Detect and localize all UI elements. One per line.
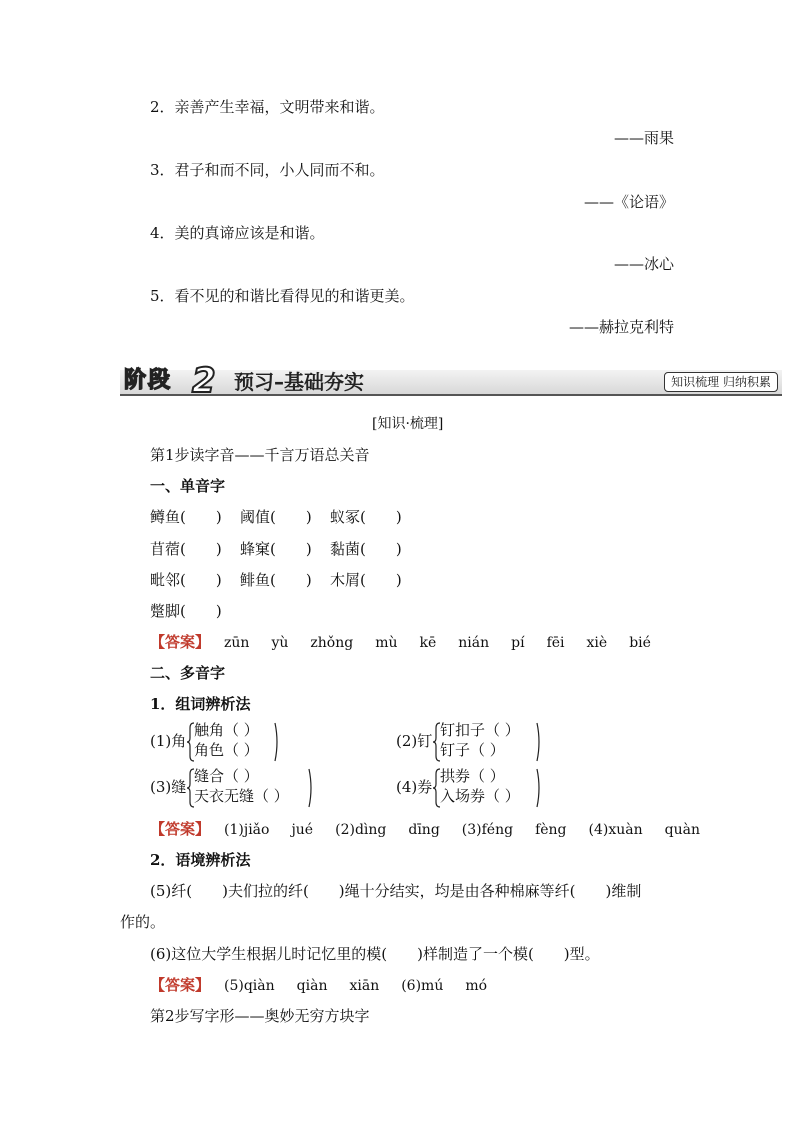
pinyin: (5)qiàn — [224, 978, 275, 994]
sentence-5-line-2: 作的。 — [120, 913, 166, 931]
vocab-item: 苜蓿( ) — [150, 540, 222, 558]
step1-heading: 第1步读字音——千言万语总关音 — [150, 446, 370, 464]
vocab-row-1 — [150, 506, 420, 527]
polyphone-group-4 — [396, 766, 616, 810]
quote-3-author: ——《论语》 — [583, 193, 674, 211]
vocab-row-2 — [150, 538, 420, 559]
right-paren-icon — [536, 722, 542, 762]
pinyin: mù — [375, 635, 398, 651]
vocab-item: 蜂窠( ) — [240, 540, 312, 558]
group-items — [440, 720, 520, 760]
right-paren-icon — [536, 768, 542, 808]
answer-line-2 — [150, 818, 722, 839]
vocab-row-3 — [150, 569, 420, 590]
polyphone-group-3 — [150, 766, 370, 810]
part2-sub1: 1．组词辨析法 — [150, 695, 251, 713]
pinyin: nián — [458, 635, 490, 651]
section-label: [知识·梳理] — [372, 416, 444, 432]
group-items — [440, 766, 520, 806]
answer-line-1 — [150, 631, 673, 652]
answer-label: 【答案】 — [150, 976, 211, 994]
polyphone-group-1 — [150, 720, 350, 764]
pinyin: (6)mú — [401, 978, 444, 994]
answer-line-3 — [150, 974, 509, 995]
group-label: (3)缝 — [150, 778, 187, 796]
polyphone-group-2 — [396, 720, 616, 764]
pinyin: fēi — [546, 635, 565, 651]
banner-stage: 阶段 — [124, 368, 173, 393]
group-item: 入场券（ ） — [440, 787, 520, 805]
group-item: 拱券（ ） — [440, 767, 505, 785]
step2-heading: 第2步写字形——奥妙无穷方块字 — [150, 1007, 370, 1025]
pinyin: mó — [465, 978, 488, 994]
vocab-item: 木屑( ) — [330, 571, 402, 589]
pinyin: fèng — [535, 822, 567, 838]
quote-2: 2．亲善产生幸福，文明带来和谐。 — [150, 98, 385, 116]
group-item: 触角（ ） — [194, 721, 259, 739]
right-paren-icon — [274, 722, 280, 762]
quote-5-author: ——赫拉克利特 — [568, 318, 674, 336]
pinyin: yù — [271, 635, 289, 651]
group-items — [194, 766, 289, 806]
right-paren-icon — [308, 768, 314, 808]
quote-3: 3．君子和而不同，小人同而不和。 — [150, 161, 385, 179]
pinyin: (4)xuàn — [588, 822, 643, 838]
vocab-item: 蚁冢( ) — [330, 508, 402, 526]
banner-title: 预习–基础夯实 — [234, 370, 364, 394]
vocab-item: 阈值( ) — [240, 508, 312, 526]
group-item: 缝合（ ） — [194, 767, 259, 785]
sentence-6: (6)这位大学生根据儿时记忆里的模( )样制造了一个模( )型。 — [150, 945, 600, 963]
pinyin: qiàn — [296, 978, 328, 994]
group-label: (2)钉 — [396, 732, 433, 750]
pinyin: (2)dìng — [335, 822, 387, 838]
group-item: 钉扣子（ ） — [440, 721, 520, 739]
part1-heading: 一、单音字 — [150, 477, 226, 495]
group-item: 钉子（ ） — [440, 741, 505, 759]
pinyin: (1)jiǎo — [224, 822, 270, 838]
pinyin: bié — [629, 635, 651, 651]
quote-4: 4．美的真谛应该是和谐。 — [150, 224, 325, 242]
quote-5: 5．看不见的和谐比看得见的和谐更美。 — [150, 287, 415, 305]
vocab-item: 毗邻( ) — [150, 571, 222, 589]
pinyin: xiān — [349, 978, 380, 994]
pinyin: quàn — [664, 822, 700, 838]
group-label: (4)券 — [396, 778, 433, 796]
pinyin: kē — [419, 635, 437, 651]
vocab-item: 黏菌( ) — [330, 540, 402, 558]
banner-number: 2 — [192, 361, 216, 401]
pinyin: jué — [291, 822, 314, 838]
group-item: 天衣无缝（ ） — [194, 787, 289, 805]
pinyin: dīng — [408, 822, 440, 838]
part2-sub2: 2．语境辨析法 — [150, 851, 251, 869]
vocab-item: 鳟鱼( ) — [150, 508, 222, 526]
pinyin: zūn — [224, 635, 250, 651]
quote-4-author: ——冰心 — [613, 255, 674, 273]
part2-heading: 二、多音字 — [150, 664, 226, 682]
banner-tag: 知识梳理 归纳积累 — [664, 372, 778, 392]
quote-2-author: ——雨果 — [613, 129, 674, 147]
group-item: 角色（ ） — [194, 741, 259, 759]
answer-label: 【答案】 — [150, 820, 211, 838]
vocab-item: 鲱鱼( ) — [240, 571, 312, 589]
group-label: (1)角 — [150, 732, 187, 750]
sentence-5-line-1: (5)纤( )夫们拉的纤( )绳十分结实，均是由各种棉麻等纤( )维制 — [150, 882, 642, 900]
pinyin: zhǒng — [310, 635, 354, 651]
vocab-item: 蹩脚( ) — [150, 602, 222, 620]
answer-label: 【答案】 — [150, 633, 211, 651]
pinyin: pí — [511, 635, 525, 651]
stage-banner — [120, 361, 782, 401]
group-items — [194, 720, 259, 760]
pinyin: xiè — [586, 635, 608, 651]
vocab-row-4 — [150, 600, 240, 621]
pinyin: (3)féng — [461, 822, 514, 838]
